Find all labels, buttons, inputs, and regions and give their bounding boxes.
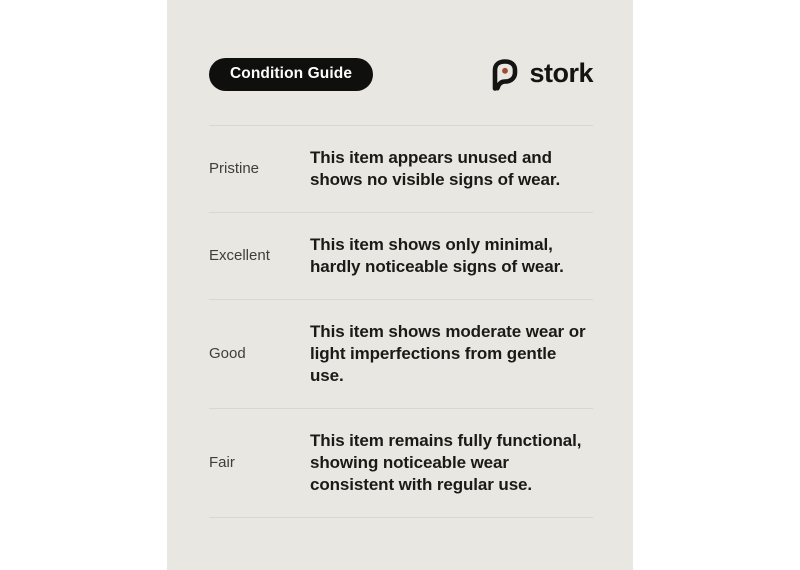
- condition-label: Fair: [209, 454, 235, 471]
- condition-guide-card: [167, 0, 633, 570]
- condition-row: [209, 299, 593, 408]
- condition-row: [209, 212, 593, 299]
- condition-description: This item shows only minimal, hardly noticeable signs of wear.: [310, 235, 564, 276]
- condition-description: This item remains fully functional, showing noticeable wear consistent with regular use.: [310, 431, 582, 494]
- condition-table: [209, 125, 593, 518]
- condition-description: This item appears unused and shows no visible signs of wear.: [310, 148, 561, 189]
- condition-label: Excellent: [209, 247, 270, 264]
- condition-row: [209, 408, 593, 518]
- badge-label: Condition Guide: [230, 65, 353, 82]
- condition-label: Pristine: [209, 160, 260, 177]
- brand-wordmark: stork: [529, 57, 593, 88]
- condition-description: This item shows moderate wear or light imperfections from gentle use.: [310, 322, 586, 385]
- condition-guide-badge: [209, 58, 373, 91]
- condition-label: Good: [209, 345, 246, 362]
- stork-logo: [488, 57, 593, 91]
- stork-pin-icon: [488, 57, 522, 91]
- card-header: [209, 57, 593, 91]
- condition-row: [209, 125, 593, 212]
